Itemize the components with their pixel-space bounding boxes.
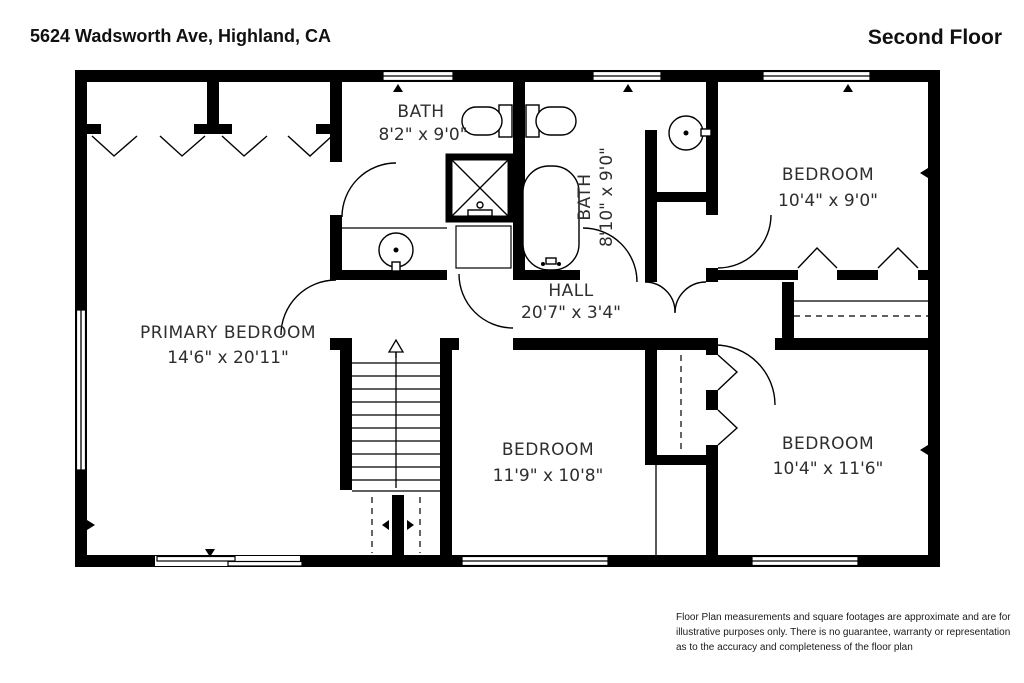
address-title: 5624 Wadsworth Ave, Highland, CA: [30, 26, 332, 46]
window-top-bath: [383, 72, 453, 81]
svg-text:8'2" x 9'0": 8'2" x 9'0": [378, 125, 468, 145]
sink-bath-top: [379, 233, 413, 271]
svg-text:11'9" x 10'8": 11'9" x 10'8": [492, 466, 604, 486]
label-bedroom-bottom: [493, 440, 604, 486]
disclaimer: [676, 612, 1011, 653]
label-bedroom-botright: [773, 434, 884, 479]
floor-title: Second Floor: [867, 26, 1002, 49]
outer-walls: [75, 70, 940, 567]
window-bottom-bedroom: [462, 557, 608, 566]
primary-closet-door-3: [222, 136, 267, 156]
toilet-bath-middle: [526, 105, 576, 137]
tr-closet-door-2: [878, 248, 918, 268]
svg-text:14'6" x 20'11": 14'6" x 20'11": [167, 348, 289, 368]
stair-direction-arrow: [389, 340, 403, 352]
label-bedroom-topright: [778, 165, 878, 211]
br-closet-door-1: [718, 355, 737, 390]
svg-text:BEDROOM: BEDROOM: [781, 165, 875, 185]
svg-text:BATH: BATH: [575, 173, 595, 221]
disclaimer-line-2: illustrative purposes only. There is no guarantee, warranty or representation: [676, 627, 1011, 638]
disclaimer-line-1: Floor Plan measurements and square footages are approximate and are for: [676, 612, 1011, 623]
staircase: [352, 340, 440, 488]
door-bath-top: [342, 163, 396, 217]
bathtub: [523, 166, 579, 270]
svg-text:8'10" x 9'0": 8'10" x 9'0": [597, 147, 617, 247]
window-top-bath2: [593, 72, 661, 81]
svg-text:BEDROOM: BEDROOM: [501, 440, 595, 460]
svg-text:HALL: HALL: [548, 281, 594, 301]
window-left-primary: [77, 310, 86, 470]
svg-text:PRIMARY BEDROOM: PRIMARY BEDROOM: [139, 323, 317, 343]
disclaimer-line-3: as to the accuracy and completeness of the floor plan: [676, 642, 913, 653]
shower: [449, 157, 511, 219]
svg-text:BATH: BATH: [397, 102, 445, 122]
sliding-door-primary: [155, 556, 302, 566]
svg-text:BEDROOM: BEDROOM: [781, 434, 875, 454]
door-bedroom-topright: [718, 215, 771, 268]
svg-text:20'7" x 3'4": 20'7" x 3'4": [521, 303, 621, 323]
br-closet-door-2: [718, 410, 737, 445]
primary-closet-door-4: [288, 136, 332, 156]
closet-double-door-left: [645, 282, 675, 312]
svg-text:10'4" x 9'0": 10'4" x 9'0": [778, 191, 878, 211]
label-bath-middle: [575, 147, 617, 247]
svg-text:10'4" x 11'6": 10'4" x 11'6": [772, 459, 884, 479]
window-bottom-right-bedroom: [752, 557, 858, 566]
door-bedroom-botright: [715, 345, 775, 405]
sink-nook: [669, 116, 711, 150]
label-hall: [521, 281, 621, 323]
label-bath-top: [378, 102, 467, 145]
closet-double-door-right: [675, 282, 706, 313]
toilet-bath-top: [462, 105, 512, 137]
door-vanity-nook: [459, 274, 513, 328]
vanity-counter: [456, 226, 511, 268]
tr-closet-door-1: [798, 248, 837, 268]
label-primary-bedroom: [140, 323, 316, 368]
primary-closet-door-1: [92, 136, 137, 156]
primary-closet-door-2: [160, 136, 205, 156]
windows: [77, 72, 871, 567]
window-top-bedroom: [763, 72, 870, 81]
